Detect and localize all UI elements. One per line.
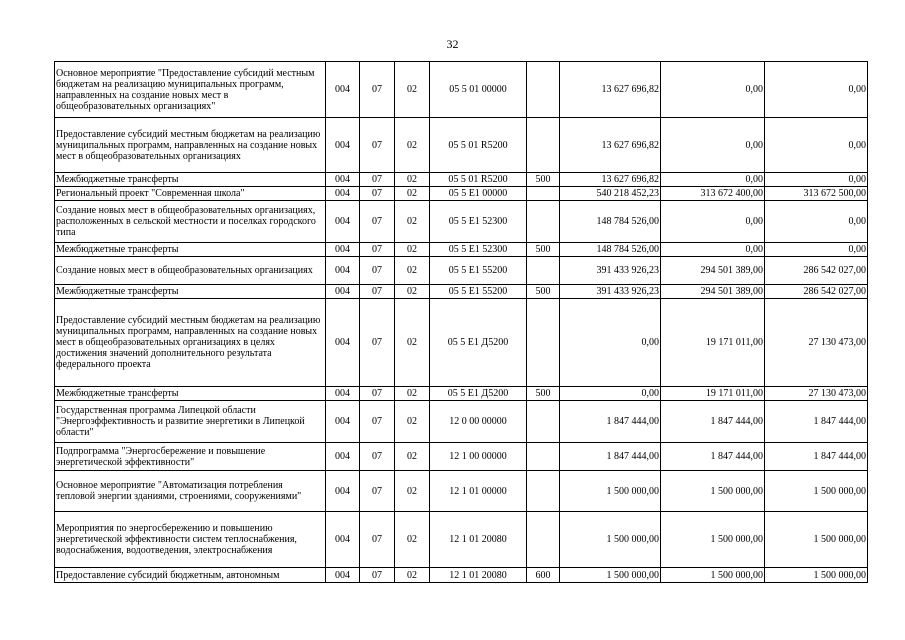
- csr-code: 05 5 01 R5200: [430, 118, 527, 173]
- sum-year-3: 286 542 027,00: [765, 285, 868, 299]
- sum-year-1: 0,00: [560, 299, 661, 387]
- sum-year-3: 0,00: [765, 62, 868, 118]
- pr-code: 02: [395, 62, 430, 118]
- vr-code: 500: [527, 387, 560, 401]
- vr-code: 500: [527, 173, 560, 187]
- sum-year-2: 294 501 389,00: [661, 285, 765, 299]
- ved-code: 004: [326, 62, 360, 118]
- pr-code: 02: [395, 285, 430, 299]
- csr-code: 05 5 Е1 55200: [430, 285, 527, 299]
- row-name: Основное мероприятие "Предоставление субсидий местным бюджетам на реализацию муниципальных программ, направленных на создание новых мест в общеобразовательных организациях": [55, 62, 326, 118]
- vr-code: 600: [527, 568, 560, 583]
- table-row: [55, 243, 868, 257]
- row-name: Мероприятия по энергосбережению и повышению энергетической эффективности систем теплоснабжения, водоснабжения, водоотведения, электроснабжения: [55, 512, 326, 568]
- pr-code: 02: [395, 173, 430, 187]
- rz-code: 07: [360, 201, 395, 243]
- page-number: 32: [446, 37, 459, 51]
- rz-code: 07: [360, 512, 395, 568]
- row-name: Межбюджетные трансферты: [55, 243, 326, 257]
- ved-code: 004: [326, 173, 360, 187]
- csr-code: 12 0 00 00000: [430, 401, 527, 443]
- vr-code: [527, 299, 560, 387]
- sum-year-2: 313 672 400,00: [661, 187, 765, 201]
- rz-code: 07: [360, 173, 395, 187]
- ved-code: 004: [326, 201, 360, 243]
- sum-year-3: 1 500 000,00: [765, 568, 868, 583]
- ved-code: 004: [326, 285, 360, 299]
- table-row: [55, 118, 868, 173]
- vr-code: [527, 401, 560, 443]
- csr-code: 05 5 Е1 55200: [430, 257, 527, 285]
- sum-year-2: 1 500 000,00: [661, 471, 765, 512]
- sum-year-3: 0,00: [765, 173, 868, 187]
- csr-code: 05 5 01 R5200: [430, 173, 527, 187]
- ved-code: 004: [326, 568, 360, 583]
- rz-code: 07: [360, 285, 395, 299]
- row-name: Государственная программа Липецкой области "Энергоэффективность и развитие энергетики в Липецкой области": [55, 401, 326, 443]
- table-row: [55, 471, 868, 512]
- vr-code: [527, 471, 560, 512]
- vr-code: 500: [527, 285, 560, 299]
- csr-code: 12 1 01 00000: [430, 471, 527, 512]
- vr-code: 500: [527, 243, 560, 257]
- vr-code: [527, 187, 560, 201]
- rz-code: 07: [360, 387, 395, 401]
- vr-code: [527, 512, 560, 568]
- table-row: [55, 173, 868, 187]
- sum-year-1: 1 847 444,00: [560, 443, 661, 471]
- rz-code: 07: [360, 62, 395, 118]
- table-row: [55, 401, 868, 443]
- table-row: [55, 568, 868, 583]
- sum-year-1: 13 627 696,82: [560, 118, 661, 173]
- ved-code: 004: [326, 257, 360, 285]
- sum-year-3: 0,00: [765, 118, 868, 173]
- pr-code: 02: [395, 257, 430, 285]
- table-row: [55, 512, 868, 568]
- pr-code: 02: [395, 568, 430, 583]
- csr-code: 05 5 Е1 52300: [430, 243, 527, 257]
- sum-year-1: 540 218 452,23: [560, 187, 661, 201]
- ved-code: 004: [326, 243, 360, 257]
- budget-table: [54, 61, 868, 583]
- row-name: Подпрограмма "Энергосбережение и повышение энергетической эффективности": [55, 443, 326, 471]
- vr-code: [527, 257, 560, 285]
- csr-code: 05 5 Е1 Д5200: [430, 299, 527, 387]
- table-row: [55, 387, 868, 401]
- table-row: [55, 443, 868, 471]
- csr-code: 12 1 00 00000: [430, 443, 527, 471]
- sum-year-1: 1 847 444,00: [560, 401, 661, 443]
- pr-code: 02: [395, 443, 430, 471]
- pr-code: 02: [395, 299, 430, 387]
- row-name: Основное мероприятие "Автоматизация потребления тепловой энергии зданиями, строениями, сооружениями": [55, 471, 326, 512]
- csr-code: 05 5 Е1 Д5200: [430, 387, 527, 401]
- rz-code: 07: [360, 187, 395, 201]
- sum-year-3: 1 500 000,00: [765, 471, 868, 512]
- sum-year-3: 1 847 444,00: [765, 401, 868, 443]
- table-row: [55, 201, 868, 243]
- sum-year-1: 391 433 926,23: [560, 257, 661, 285]
- sum-year-3: 286 542 027,00: [765, 257, 868, 285]
- sum-year-1: 148 784 526,00: [560, 243, 661, 257]
- sum-year-3: 1 500 000,00: [765, 512, 868, 568]
- rz-code: 07: [360, 401, 395, 443]
- vr-code: [527, 62, 560, 118]
- sum-year-1: 1 500 000,00: [560, 512, 661, 568]
- vr-code: [527, 118, 560, 173]
- sum-year-2: 0,00: [661, 62, 765, 118]
- sum-year-2: 19 171 011,00: [661, 387, 765, 401]
- sum-year-1: 391 433 926,23: [560, 285, 661, 299]
- row-name: Региональный проект "Современная школа": [55, 187, 326, 201]
- pr-code: 02: [395, 401, 430, 443]
- ved-code: 004: [326, 387, 360, 401]
- sum-year-3: 0,00: [765, 243, 868, 257]
- table-row: [55, 187, 868, 201]
- row-name: Предоставление субсидий местным бюджетам на реализацию муниципальных программ, направленных на создание новых мест в общеобразовательных организациях в целях достижения значений дополнительного результата федерального проекта: [55, 299, 326, 387]
- csr-code: 05 5 01 00000: [430, 62, 527, 118]
- sum-year-2: 1 500 000,00: [661, 568, 765, 583]
- table-row: [55, 285, 868, 299]
- pr-code: 02: [395, 387, 430, 401]
- sum-year-1: 13 627 696,82: [560, 62, 661, 118]
- row-name: Создание новых мест в общеобразовательных организациях: [55, 257, 326, 285]
- sum-year-3: 27 130 473,00: [765, 299, 868, 387]
- pr-code: 02: [395, 187, 430, 201]
- sum-year-1: 13 627 696,82: [560, 173, 661, 187]
- sum-year-3: 313 672 500,00: [765, 187, 868, 201]
- ved-code: 004: [326, 118, 360, 173]
- csr-code: 05 5 Е1 00000: [430, 187, 527, 201]
- csr-code: 12 1 01 20080: [430, 512, 527, 568]
- vr-code: [527, 201, 560, 243]
- sum-year-2: 0,00: [661, 201, 765, 243]
- sum-year-3: 0,00: [765, 201, 868, 243]
- row-name: Создание новых мест в общеобразовательных организациях, расположенных в сельской местности и поселках городского типа: [55, 201, 326, 243]
- ved-code: 004: [326, 471, 360, 512]
- row-name: Предоставление субсидий бюджетным, автономным: [55, 568, 326, 583]
- rz-code: 07: [360, 257, 395, 285]
- csr-code: 12 1 01 20080: [430, 568, 527, 583]
- pr-code: 02: [395, 471, 430, 512]
- csr-code: 05 5 Е1 52300: [430, 201, 527, 243]
- pr-code: 02: [395, 201, 430, 243]
- row-name: Предоставление субсидий местным бюджетам на реализацию муниципальных программ, направленных на создание новых мест в общеобразовательных организациях: [55, 118, 326, 173]
- rz-code: 07: [360, 471, 395, 512]
- sum-year-3: 1 847 444,00: [765, 443, 868, 471]
- pr-code: 02: [395, 118, 430, 173]
- sum-year-1: 148 784 526,00: [560, 201, 661, 243]
- pr-code: 02: [395, 512, 430, 568]
- ved-code: 004: [326, 299, 360, 387]
- ved-code: 004: [326, 187, 360, 201]
- rz-code: 07: [360, 299, 395, 387]
- sum-year-2: 294 501 389,00: [661, 257, 765, 285]
- row-name: Межбюджетные трансферты: [55, 173, 326, 187]
- sum-year-2: 0,00: [661, 243, 765, 257]
- row-name: Межбюджетные трансферты: [55, 387, 326, 401]
- sum-year-1: 1 500 000,00: [560, 471, 661, 512]
- table-row: [55, 62, 868, 118]
- rz-code: 07: [360, 118, 395, 173]
- rz-code: 07: [360, 243, 395, 257]
- vr-code: [527, 443, 560, 471]
- sum-year-2: 1 500 000,00: [661, 512, 765, 568]
- ved-code: 004: [326, 512, 360, 568]
- ved-code: 004: [326, 443, 360, 471]
- pr-code: 02: [395, 243, 430, 257]
- sum-year-2: 1 847 444,00: [661, 443, 765, 471]
- ved-code: 004: [326, 401, 360, 443]
- sum-year-3: 27 130 473,00: [765, 387, 868, 401]
- sum-year-2: 0,00: [661, 173, 765, 187]
- sum-year-1: 0,00: [560, 387, 661, 401]
- table-row: [55, 299, 868, 387]
- row-name: Межбюджетные трансферты: [55, 285, 326, 299]
- sum-year-2: 1 847 444,00: [661, 401, 765, 443]
- rz-code: 07: [360, 568, 395, 583]
- table-row: [55, 257, 868, 285]
- sum-year-2: 19 171 011,00: [661, 299, 765, 387]
- sum-year-1: 1 500 000,00: [560, 568, 661, 583]
- sum-year-2: 0,00: [661, 118, 765, 173]
- rz-code: 07: [360, 443, 395, 471]
